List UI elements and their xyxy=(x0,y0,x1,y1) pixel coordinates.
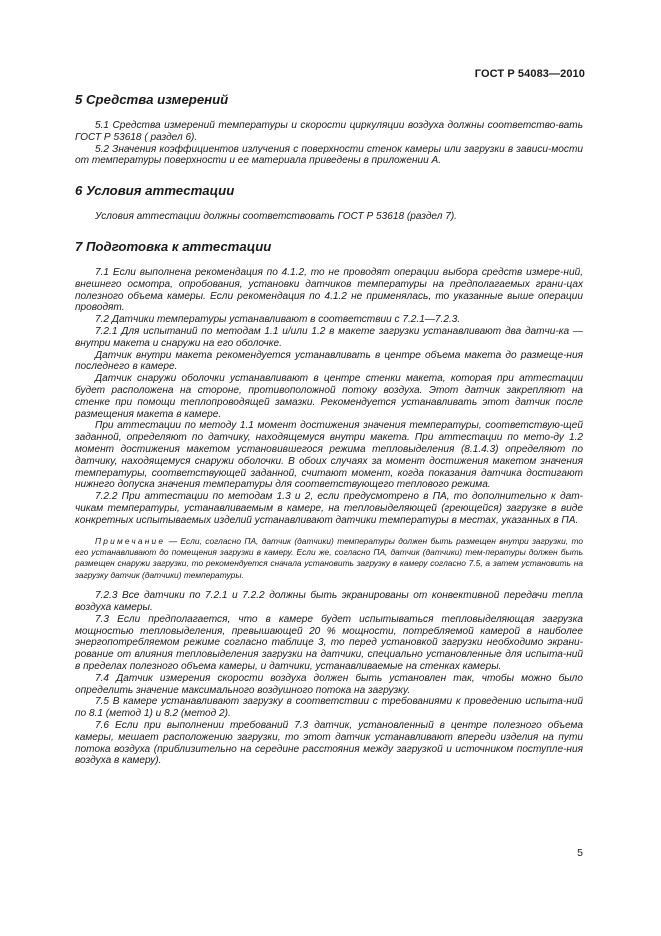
paragraph-5-1: 5.1 Средства измерений температуры и скорости циркуляции воздуха должны соответство-вать ГОСТ Р 53618 ( раздел 6). xyxy=(75,120,583,143)
note-label: Примечание xyxy=(95,535,166,546)
paragraph-7-3: 7.3 Если предполагается, что в камере будет испытываться тепловыделяющая загрузка мощностью тепловыделения, превышающей 20 % мощности, потребляемой камерой в наиболее энергопотребляемом режиме согласно таблице 3, то перед установкой загрузки необходимо экрани-рование от влияния тепловыделения загрузки на датчики, специально установленные для испыта-ний в пределах полезного объема камеры, и датчики, устанавливаемые на стенках камеры. xyxy=(75,613,583,672)
section-7-title: 7 Подготовка к аттестации xyxy=(75,238,272,254)
paragraph-7-2-1: 7.2.1 Для испытаний по методам 1.1 и/или 1.2 в макете загрузки устанавливают два датчи-ка — внутри макета и снаружи на его оболочке. xyxy=(75,325,583,349)
paragraph-5-2: 5.2 Значения коэффициентов излучения с поверхности стенок камеры или загрузки в зависи-мости от температуры поверхности и ее материала приведены в приложении А. xyxy=(75,143,583,167)
paragraph-7-4: 7.4 Датчик измерения скорости воздуха должен быть установлен так, чтобы можно было определить значение максимального воздушного потока на загрузку. xyxy=(75,672,583,696)
section-5-title: 5 Средства измерений xyxy=(75,92,229,107)
paragraph-7-2-3: 7.2.3 Все датчики по 7.2.1 и 7.2.2 должны быть экранированы от конвективной передачи тепла воздуха камеры. xyxy=(75,590,583,613)
document-id: ГОСТ Р 54083—2010 xyxy=(474,68,585,80)
paragraph-7-2-2: 7.2.2 При аттестации по методам 1.3 и 2, если предусмотрено в ПА, то дополнительно к дат-чикам температуры, устанавливаемым в камере, на тепловыделяющей (греющейся) загрузке в виде конкретных испытываемых изделий устанавливают датчики температуры в местах, указанных в ПА. xyxy=(75,491,583,526)
page-body xyxy=(75,92,583,767)
paragraph-7-2-1-methods: При аттестации по методу 1.1 момент достижения значения температуры, соответствую-щей заданной, определяют по датчику, находящемуся внутри макета. При аттестации по мето-ду 1.2 момент достижения макетом установившегося режима тепловыделения (8.1.4.3) определяют по датчику, находящемуся снаружи оболочки. В обоих случаях за момент достижения макетом значения температуры, соответствующей заданной, считают момент, когда показания датчика достигают нижнего допуска значения температуры для соответствующего теплового режима. xyxy=(75,420,583,491)
section-6-title: 6 Условия аттестации xyxy=(75,183,235,199)
paragraph-7-5: 7.5 В камере устанавливают загрузку в соответствии с требованиями к проведению испыта-ний по 8.1 (метод 1) и 8.2 (метод 2). xyxy=(75,696,583,720)
note xyxy=(75,536,583,582)
paragraph-7-2-1-inner: Датчик внутри макета рекомендуется устанавливать в центре объема макета до размеще-ния последнего в камере. xyxy=(75,349,583,373)
paragraph-7-2: 7.2 Датчики температуры устанавливают в соответствии с 7.2.1—7.2.3. xyxy=(95,314,461,326)
paragraph-7-6: 7.6 Если при выполнении требований 7.3 датчик, установленный в центре полезного объема камеры, мешает расположению загрузки, то этот датчик устанавливают впереди изделия на пути потока воздуха (приблизительно на середине расстояния между загрузкой и источником поступле-ния воздуха в камеру). xyxy=(75,719,583,767)
note-text: — Если, согласно ПА, датчик (датчики) температуры должен быть размещен внутри загрузки, то его устанавливают до помещения загрузки в камеру. Если же, согласно ПА, датчик (датчики) тем-пературы должен быть размещен снаружи загрузки, то рекомендуется сначала установить загрузку в камеру согласно 7.5, а затем установить на загрузку датчик (датчики) температуры. xyxy=(75,535,583,580)
page-number: 5 xyxy=(577,847,583,859)
paragraph-6-1: Условия аттестации должны соответствовать ГОСТ Р 53618 (раздел 7). xyxy=(95,211,457,223)
paragraph-7-1: 7.1 Если выполнена рекомендация по 4.1.2, то не проводят операции выбора средств измере-ний, внешнего осмотра, опробования, установки датчиков температуры на предполагаемых грани-цах полезного объема камеры. Если рекомендация по 4.1.2 не применялась, то указанные выше операции проводят. xyxy=(75,266,583,314)
paragraph-7-2-1-outer: Датчик снаружи оболочки устанавливают в центре стенки макета, которая при аттестации будет расположена на стороне, противоположной потоку воздуха. Этот датчик закрепляют на стенке при помощи теплопроводящей замазки. Рекомендуется устанавливать этот датчик после размещения макета в камере. xyxy=(75,373,583,420)
